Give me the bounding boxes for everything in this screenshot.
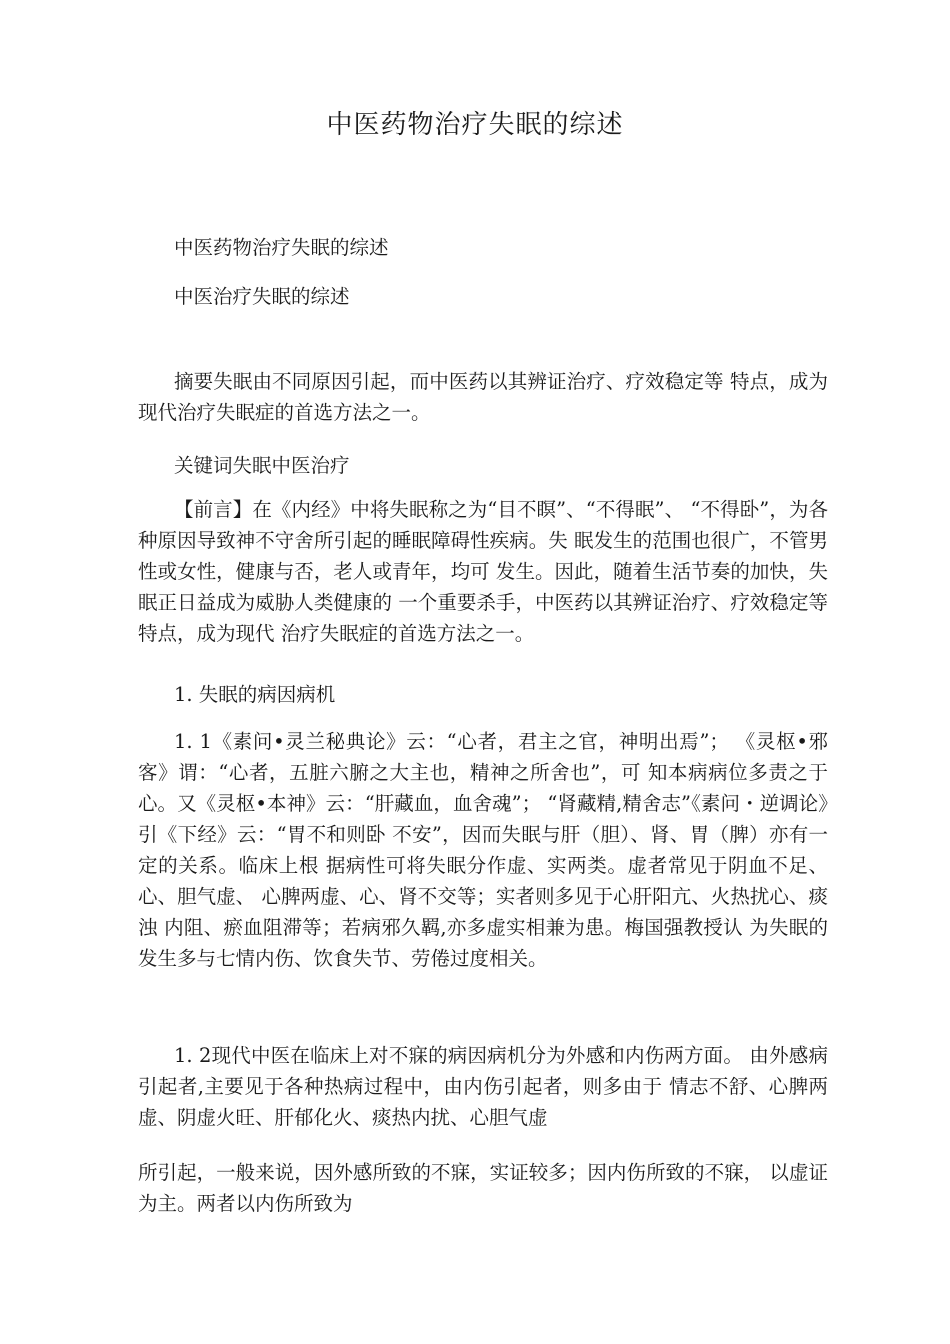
keywords-line: 关键词失眠中医治疗 [174,454,350,477]
document-title: 中医药物治疗失眠的综述 [326,110,624,140]
section-1-heading: 1. 失眠的病因病机 [174,683,336,706]
abstract-paragraph: 摘要失眠由不同原因引起，而中医药以其辨证治疗、疗效稳定等 特点，成为现代治疗失眠症的首选方法之一。 [138,370,828,424]
section-1-2-paragraph: 1. 2现代中医在临床上对不寐的病因病机分为外感和内伤两方面。 由外感病引起者,主要见于各种热病过程中，由内伤引起者，则多由于 情志不舒、心脾两虚、阴虚火旺、肝郁化火、痰热内扰、心胆气虚 [138,1044,828,1129]
section-1-1-paragraph: 1. 1《素问•灵兰秘典论》云：“心者，君主之官，神明出焉”； 《灵枢•邪客》谓：“心者，五脏六腑之大主也，精神之所舍也”，可 知本病病位多责之于心。又《灵枢•本神》云：“肝藏血，血舍魂”； “肾藏精,精舍志”《素问・逆调论》引《下经》云：“胃不和则卧 不安”，因而失眠与肝（胆）、肾、胃（脾）亦有一定的关系。临床上根 据病性可将失眠分作虚、实两类。虚者常见于阴血不足、心、胆气虚、 心脾两虚、心、肾不交等；实者则多见于心肝阳亢、火热扰心、痰浊 内阻、瘀血阻滞等；若病邪久羁,亦多虚实相兼为患。梅国强教授认 为失眠的发生多与七情内伤、饮食失节、劳倦过度相关。 [138,730,828,970]
continuation-paragraph: 所引起，一般来说，因外感所致的不寐，实证较多；因内伤所致的不寐， 以虚证为主。两者以内伤所致为 [138,1161,828,1215]
subtitle-2: 中医治疗失眠的综述 [174,285,350,308]
subtitle-1: 中医药物治疗失眠的综述 [174,236,389,259]
preface-paragraph: 【前言】在《内经》中将失眠称之为“目不瞑”、“不得眠”、 “不得卧”，为各种原因导致神不守舍所引起的睡眠障碍性疾病。失 眠发生的范围也很广，不管男性或女性，健康与否，老人或青年，均可 发生。因此，随着生活节奏的加快，失眠正日益成为威胁人类健康的 一个重要杀手，中医药以其辨证治疗、疗效稳定等特点，成为现代 治疗失眠症的首选方法之一。 [138,498,828,645]
